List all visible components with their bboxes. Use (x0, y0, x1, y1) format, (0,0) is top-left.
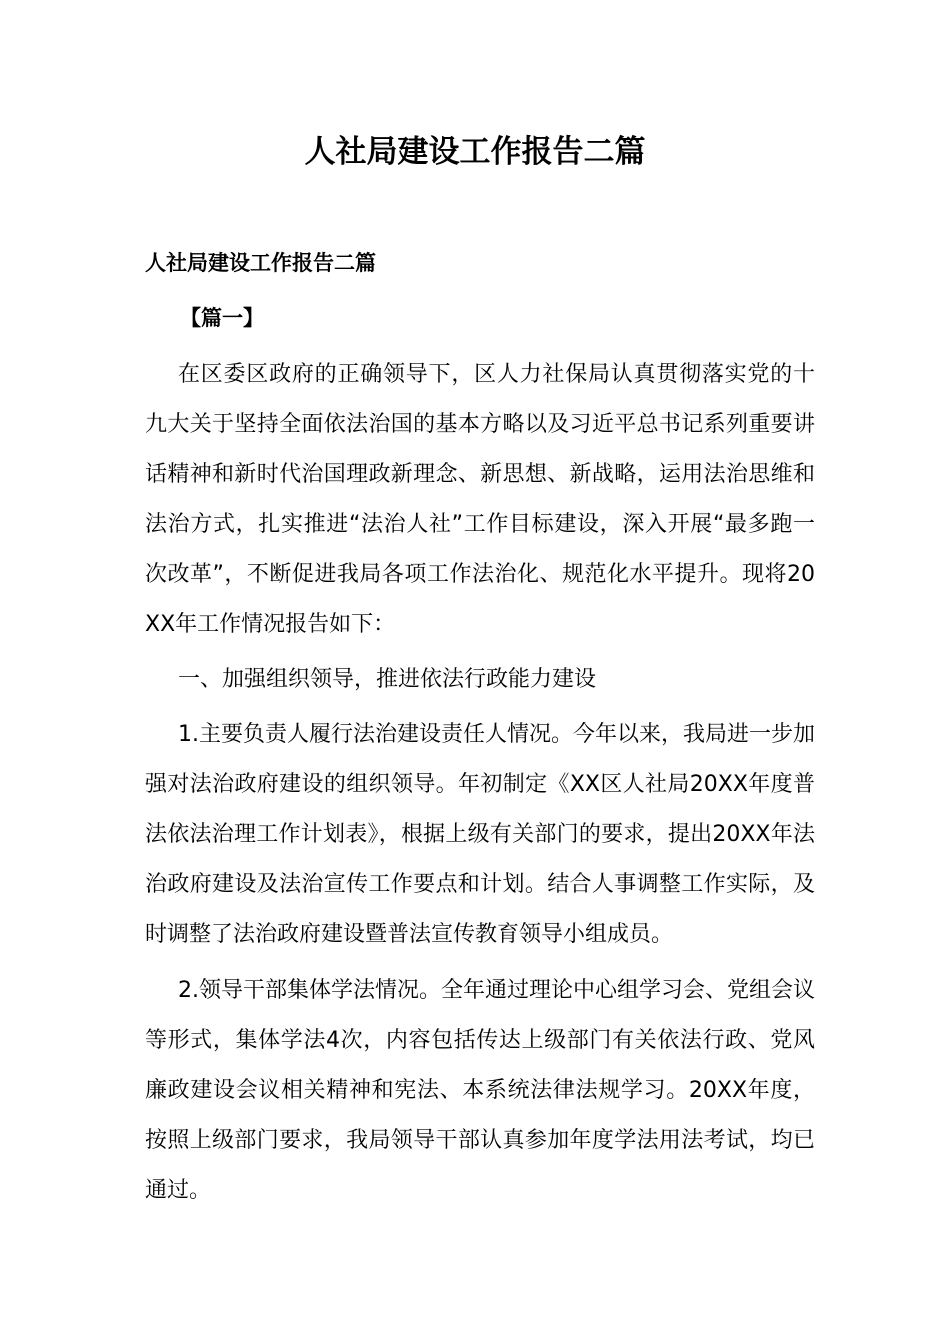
document-title: 人社局建设工作报告二篇 (304, 134, 646, 170)
section-heading-1: 一、加强组织领导，推进依法行政能力建设 (178, 667, 597, 692)
document-subtitle: 人社局建设工作报告二篇 (145, 251, 376, 275)
section-label: 【篇一】 (180, 306, 264, 330)
paragraph-item-2: 2.领导干部集体学法情况。全年通过理论中心组学习会、党组会议等形式，集体学法4次，内容包括传达上级部门有关依法行政、党风廉政建设会议相关精神和宪法、本系统法律法规学习。20XX年度，按照上级部门要求，我局领导干部认真参加年度学法用法考试，均已通过。 (145, 978, 815, 1203)
intro-paragraph: 在区委区政府的正确领导下，区人力社保局认真贯彻落实党的十九大关于坚持全面依法治国的基本方略以及习近平总书记系列重要讲话精神和新时代治国理政新理念、新思想、新战略，运用法治思维和法治方式，扎实推进“法治人社”工作目标建设，深入开展“最多跑一次改革”，不断促进我局各项工作法治化、规范化水平提升。现将20XX年工作情况报告如下： (145, 362, 815, 637)
paragraph-item-1: 1.主要负责人履行法治建设责任人情况。今年以来，我局进一步加强对法治政府建设的组织领导。年初制定《XX区人社局20XX年度普法依法治理工作计划表》，根据上级有关部门的要求，提出20XX年法治政府建设及法治宣传工作要点和计划。结合人事调整工作实际，及时调整了法治政府建设暨普法宣传教育领导小组成员。 (145, 722, 815, 947)
